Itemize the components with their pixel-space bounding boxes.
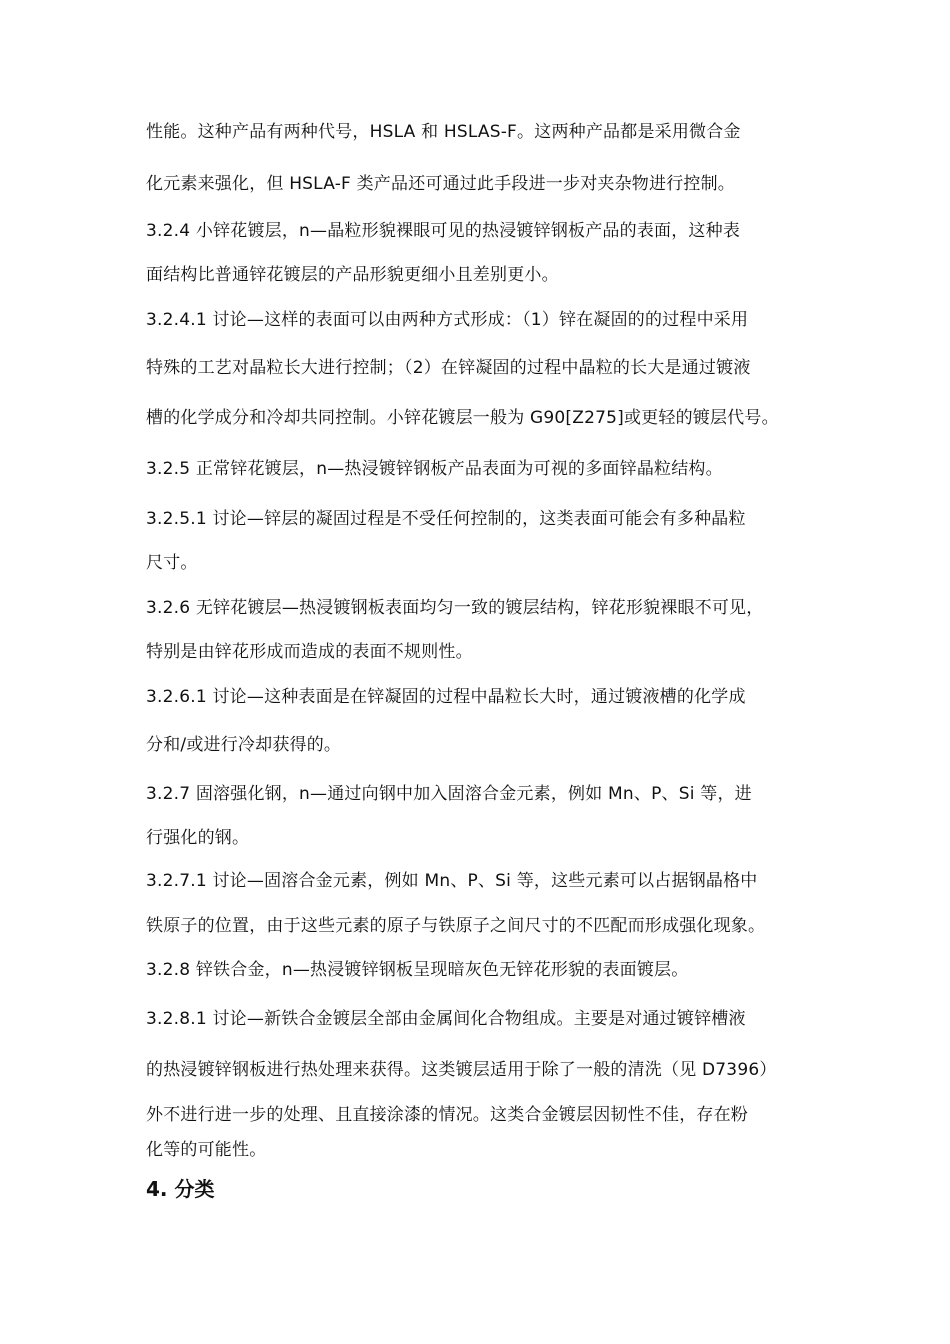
section-3-2-8-line: 3.2.8 锌铁合金，n—热浸镀锌钢板呈现暗灰色无锌花形貌的表面镀层。 (146, 960, 689, 980)
text-line: 化元素来强化，但 HSLA-F 类产品还可通过此手段进一步对夹杂物进行控制。 (146, 174, 736, 194)
text-line: 外不进行进一步的处理、且直接涂漆的情况。这类合金镀层因韧性不佳，存在粉 (146, 1105, 748, 1125)
section-3-2-6-line: 3.2.6 无锌花镀层—热浸镀钢板表面均匀一致的镀层结构，锌花形貌裸眼不可见， (146, 598, 764, 618)
section-3-2-5-line: 3.2.5 正常锌花镀层，n—热浸镀锌钢板产品表面为可视的多面锌晶粒结构。 (146, 459, 723, 479)
text-line: 的热浸镀锌钢板进行热处理来获得。这类镀层适用于除了一般的清洗（见 D7396） (146, 1060, 777, 1080)
section-3-2-7-line: 3.2.7 固溶强化钢，n—通过向钢中加入固溶合金元素，例如 Mn、P、Si 等，进 (146, 784, 752, 804)
text-line: 化等的可能性。 (146, 1140, 267, 1160)
text-line: 尺寸。 (146, 553, 198, 573)
section-4-heading: 4. 分类 (146, 1177, 215, 1201)
text-line: 槽的化学成分和冷却共同控制。小锌花镀层一般为 G90[Z275]或更轻的镀层代号。 (146, 408, 779, 428)
text-line: 特别是由锌花形成而造成的表面不规则性。 (146, 642, 473, 662)
section-3-2-4-1-line: 3.2.4.1 讨论—这样的表面可以由两种方式形成：（1）锌在凝固的的过程中采用 (146, 310, 749, 330)
section-3-2-5-1-line: 3.2.5.1 讨论—锌层的凝固过程是不受任何控制的，这类表面可能会有多种晶粒 (146, 509, 746, 529)
section-3-2-8-1-line: 3.2.8.1 讨论—新铁合金镀层全部由金属间化合物组成。主要是对通过镀锌槽液 (146, 1009, 746, 1029)
section-3-2-6-1-line: 3.2.6.1 讨论—这种表面是在锌凝固的过程中晶粒长大时，通过镀液槽的化学成 (146, 687, 746, 707)
section-3-2-7-1-line: 3.2.7.1 讨论—固溶合金元素，例如 Mn、P、Si 等，这些元素可以占据钢晶格中 (146, 871, 758, 891)
text-line: 面结构比普通锌花镀层的产品形貌更细小且差别更小。 (146, 265, 559, 285)
text-line: 铁原子的位置，由于这些元素的原子与铁原子之间尺寸的不匹配而形成强化现象。 (146, 916, 766, 936)
text-line: 分和/或进行冷却获得的。 (146, 735, 342, 755)
section-3-2-4-line: 3.2.4 小锌花镀层，n—晶粒形貌裸眼可见的热浸镀锌钢板产品的表面，这种表 (146, 221, 741, 241)
text-line: 行强化的钢。 (146, 828, 250, 848)
text-line: 性能。这种产品有两种代号，HSLA 和 HSLAS-F。这两种产品都是采用微合金 (146, 122, 741, 142)
text-line: 特殊的工艺对晶粒长大进行控制；（2）在锌凝固的过程中晶粒的长大是通过镀液 (146, 358, 751, 378)
